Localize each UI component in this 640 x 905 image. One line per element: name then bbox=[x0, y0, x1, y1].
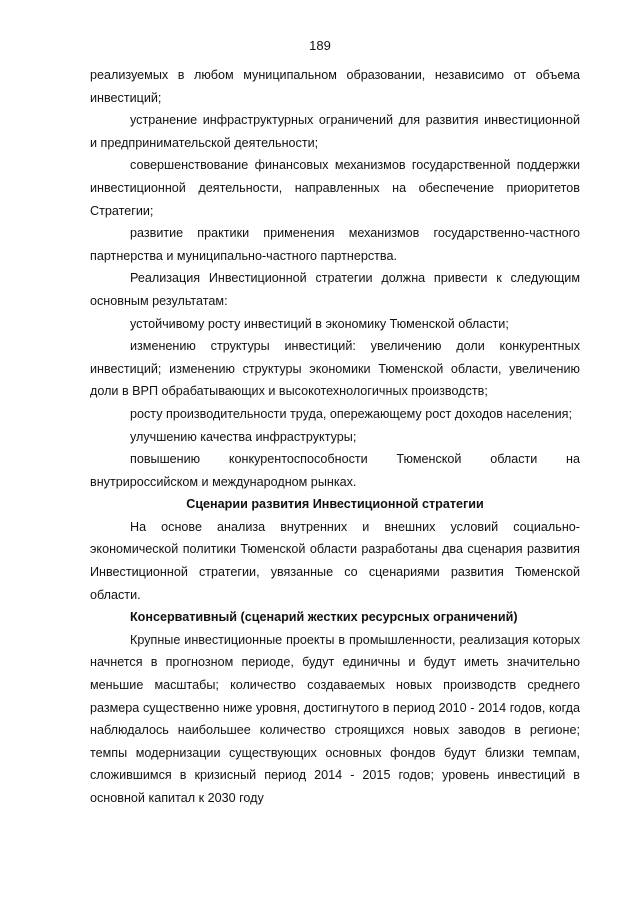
section-heading: Сценарии развития Инвестиционной стратегии bbox=[186, 497, 484, 512]
paragraph: устойчивому росту инвестиций в экономику Тюменской области; bbox=[130, 316, 509, 331]
paragraph: Крупные инвестиционные проекты в промышленности, реализация которых начнется в прогнозном периоде, будут единичны и будут иметь значительно меньшие масштабы; количество создаваемых новых производств среднего размера существенно ниже уровня, достигнутого в период 2010 - 2014 годов, когда наблюдалось наибольшее количество строящихся новых заводов в регионе; темпы модернизации существующих основных фондов будут близки темпам, сложившимся в кризисный период 2014 - 2015 годов; уровень инвестиций в основной капитал к 2030 году bbox=[90, 632, 580, 805]
subsection-heading: Консервативный (сценарий жестких ресурсных ограничений) bbox=[130, 610, 518, 625]
paragraph: реализуемых в любом муниципальном образовании, независимо от объема инвестиций; bbox=[90, 68, 580, 105]
paragraph: совершенствование финансовых механизмов государственной поддержки инвестиционной деятельности, направленных на обеспечение приоритетов Стратегии; bbox=[90, 158, 580, 218]
paragraph: улучшению качества инфраструктуры; bbox=[130, 429, 357, 444]
paragraph: развитие практики применения механизмов государственно-частного партнерства и муниципально-частного партнерства. bbox=[90, 226, 580, 263]
paragraph: На основе анализа внутренних и внешних условий социально-экономической политики Тюменской области разработаны два сценария развития Инвестиционной стратегии, увязанные со сценариями развития Тюменской области. bbox=[90, 519, 580, 602]
paragraph: росту производительности труда, опережающему рост доходов населения; bbox=[130, 406, 572, 421]
paragraph: повышению конкурентоспособности Тюменской области на внутрироссийском и международном рынках. bbox=[90, 452, 580, 489]
page-number: 189 bbox=[309, 38, 331, 53]
paragraph: Реализация Инвестиционной стратегии должна привести к следующим основным результатам: bbox=[90, 271, 580, 308]
paragraph: устранение инфраструктурных ограничений для развития инвестиционной и предпринимательской деятельности; bbox=[90, 113, 580, 150]
page-content bbox=[90, 64, 580, 810]
paragraph: изменению структуры инвестиций: увеличению доли конкурентных инвестиций; изменению структуры экономики Тюменской области, увеличению доли в ВРП обрабатывающих и высокотехнологичных производств; bbox=[90, 339, 580, 399]
